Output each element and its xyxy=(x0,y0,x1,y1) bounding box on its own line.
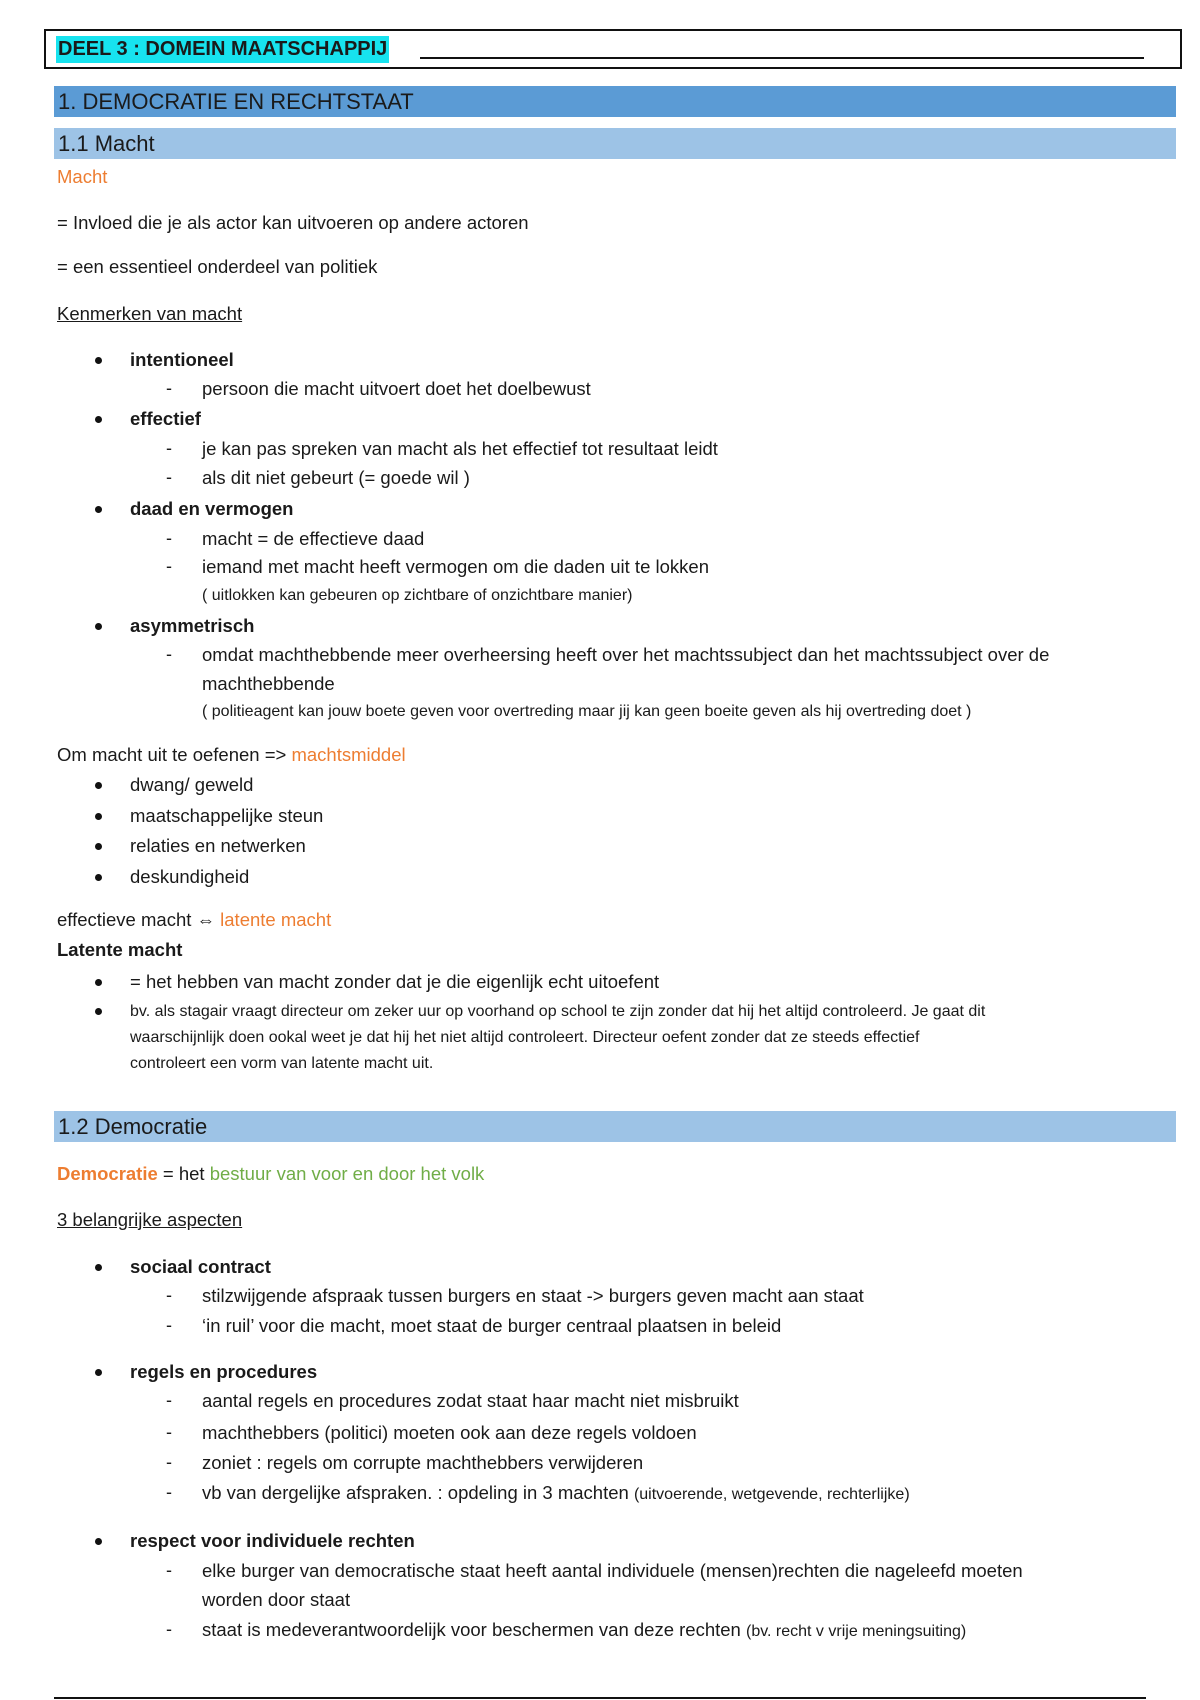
bullet-icon xyxy=(95,979,102,986)
chapter-heading: 1. DEMOCRATIE EN RECHTSTAAT xyxy=(54,86,1176,117)
bullet-icon xyxy=(95,1008,102,1015)
machtsmiddel-line xyxy=(57,744,406,766)
dash-icon: - xyxy=(166,378,172,398)
list-item: deskundigheid xyxy=(130,866,250,887)
list-item: intentioneel xyxy=(130,349,234,370)
dash-icon: - xyxy=(166,1560,172,1580)
democratie-definition xyxy=(57,1163,484,1185)
list-item: dwang/ geweld xyxy=(130,774,254,795)
part-title: DEEL 3 : DOMEIN MAATSCHAPPIJ xyxy=(56,36,389,63)
term-machtsmiddel: machtsmiddel xyxy=(291,744,406,765)
dash-icon: - xyxy=(166,438,172,458)
dash-icon: - xyxy=(166,1390,172,1410)
section-heading-macht: 1.1 Macht xyxy=(54,128,1176,159)
list-subitem xyxy=(202,1619,966,1643)
bullet-icon xyxy=(95,1538,102,1545)
list-subitem: als dit niet gebeurt (= goede wil ) xyxy=(202,467,470,488)
bullet-icon xyxy=(95,843,102,850)
bullet-icon xyxy=(95,782,102,789)
list-subitem-continuation: worden door staat xyxy=(202,1589,351,1610)
term-democratie: Democratie xyxy=(57,1163,158,1184)
latente-macht-line xyxy=(57,909,331,931)
subheading-kenmerken: Kenmerken van macht xyxy=(57,303,243,324)
part-title-rule xyxy=(420,57,1144,59)
list-subitem: persoon die macht uitvoert doet het doelbewust xyxy=(202,378,591,399)
list-item: respect voor individuele rechten xyxy=(130,1530,415,1551)
list-subitem-note: (bv. recht v vrije meningsuiting) xyxy=(745,1623,967,1640)
list-subitem: stilzwijgende afspraak tussen burgers en staat -> burgers geven macht aan staat xyxy=(202,1285,864,1306)
democratie-def-highlight: bestuur van voor en door het volk xyxy=(209,1163,485,1184)
list-item: asymmetrisch xyxy=(130,615,255,636)
list-subitem-main: staat is medeverantwoordelijk voor beschermen van deze rechten xyxy=(202,1619,746,1640)
list-subitem: zoniet : regels om corrupte machthebbers verwijderen xyxy=(202,1452,644,1473)
list-subitem: ‘in ruil’ voor die macht, moet staat de burger centraal plaatsen in beleid xyxy=(202,1315,782,1336)
list-subitem: macht = de effectieve daad xyxy=(202,528,425,549)
definition-line: = Invloed die je als actor kan uitvoeren op andere actoren xyxy=(57,212,529,233)
list-subitem: iemand met macht heeft vermogen om die daden uit te lokken xyxy=(202,556,709,577)
list-subitem: je kan pas spreken van macht als het effectief tot resultaat leidt xyxy=(202,438,718,459)
dash-icon: - xyxy=(166,644,172,664)
list-subitem: machthebbende xyxy=(202,673,335,694)
dash-icon: - xyxy=(166,1315,172,1335)
latente-prefix: effectieve macht ⇔ xyxy=(57,909,221,930)
bullet-icon xyxy=(95,416,102,423)
bullet-icon xyxy=(95,1264,102,1271)
list-item: regels en procedures xyxy=(130,1361,318,1382)
subheading-latente-macht: Latente macht xyxy=(57,939,183,960)
machtsmiddel-prefix: Om macht uit te oefenen => xyxy=(57,744,292,765)
bullet-icon xyxy=(95,506,102,513)
list-note: ( politieagent kan jouw boete geven voor overtreding maar jij kan geen boeite geven als hij overtreding doet ) xyxy=(202,703,972,720)
list-subitem: aantal regels en procedures zodat staat haar macht niet misbruikt xyxy=(202,1390,739,1411)
bullet-icon xyxy=(95,357,102,364)
dash-icon: - xyxy=(166,556,172,576)
definition-line: = een essentieel onderdeel van politiek xyxy=(57,256,378,277)
page-bottom-rule xyxy=(54,1697,1146,1699)
subheading-aspecten: 3 belangrijke aspecten xyxy=(57,1209,243,1230)
list-subitem: omdat machthebbende meer overheersing heeft over het machtssubject dan het machtssubject over de xyxy=(202,644,1050,665)
bullet-icon xyxy=(95,874,102,881)
list-item-continuation: controleert een vorm van latente macht uit. xyxy=(130,1055,434,1072)
list-item: = het hebben van macht zonder dat je die eigenlijk echt uitoefent xyxy=(130,971,660,992)
list-item: sociaal contract xyxy=(130,1256,271,1277)
democratie-def-prefix: = het xyxy=(157,1163,210,1184)
dash-icon: - xyxy=(166,1619,172,1639)
dash-icon: - xyxy=(166,528,172,548)
list-subitem xyxy=(202,1482,910,1506)
list-subitem: machthebbers (politici) moeten ook aan deze regels voldoen xyxy=(202,1422,697,1443)
dash-icon: - xyxy=(166,1452,172,1472)
list-note: ( uitlokken kan gebeuren op zichtbare of onzichtbare manier) xyxy=(202,587,633,604)
dash-icon: - xyxy=(166,1422,172,1442)
list-item-continuation: waarschijnlijk doen ookal weet je dat hij het niet altijd controleert. Directeur oefent zonder dat ze steeds effectief xyxy=(130,1029,920,1046)
dash-icon: - xyxy=(166,1285,172,1305)
list-subitem-note: (uitvoerende, wetgevende, rechterlijke) xyxy=(633,1486,910,1503)
list-item: maatschappelijke steun xyxy=(130,805,324,826)
bullet-icon xyxy=(95,813,102,820)
dash-icon: - xyxy=(166,1482,172,1502)
list-subitem-main: vb van dergelijke afspraken. : opdeling in 3 machten xyxy=(202,1482,634,1503)
list-subitem: elke burger van democratische staat heeft aantal individuele (mensen)rechten die nageleefd moeten xyxy=(202,1560,1023,1581)
term-macht: Macht xyxy=(57,166,108,187)
bullet-icon xyxy=(95,623,102,630)
part-header-box xyxy=(44,29,1182,69)
term-latente-macht: latente macht xyxy=(220,909,332,930)
section-heading-democratie: 1.2 Democratie xyxy=(54,1111,1176,1142)
list-item: daad en vermogen xyxy=(130,498,294,519)
bullet-icon xyxy=(95,1369,102,1376)
list-item: bv. als stagair vraagt directeur om zeker uur op voorhand op school te zijn zonder dat hij het altijd controleerd. Je gaat dit xyxy=(130,1003,986,1020)
list-item: relaties en netwerken xyxy=(130,835,306,856)
dash-icon: - xyxy=(166,467,172,487)
list-item: effectief xyxy=(130,408,201,429)
